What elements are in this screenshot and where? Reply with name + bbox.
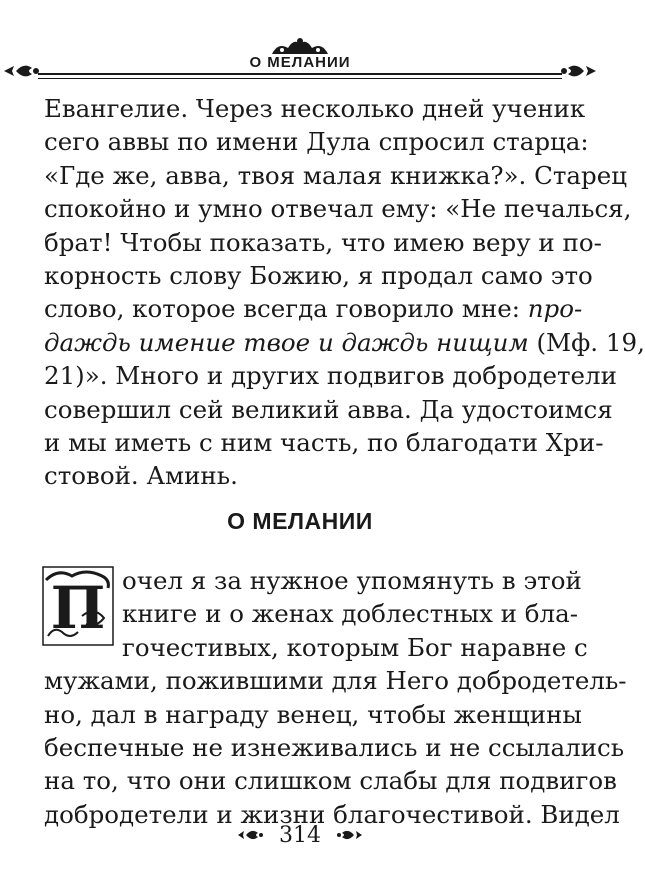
page-footer (0, 822, 600, 848)
text-line: стовой. Аминь. (44, 461, 238, 491)
dropcap-letter: П (50, 574, 106, 642)
text-line: но, дал в награду венец, чтобы женщины (44, 699, 582, 729)
section-title: О МЕЛАНИИ (227, 508, 373, 534)
header-rule-thin (38, 78, 562, 79)
text-line-mixed (44, 292, 583, 325)
text-line: гочестивых, которым Бог наравне с (122, 632, 588, 662)
footer-right-ornament-icon (336, 827, 364, 843)
text-line-mixed (44, 326, 645, 359)
text-normal: (Мф. 19, (528, 327, 645, 357)
text-line: беспечные не изнеживались и не ссылались (44, 733, 625, 763)
paragraph-continued (44, 92, 645, 493)
page-number: 314 (279, 822, 321, 848)
text-line: на то, что они слишком слабы для подвигов (44, 766, 617, 796)
text-line: очел я за нужное упомянуть в этой (122, 566, 582, 595)
text-line: брат! Чтобы показать, что имею веру и по- (44, 227, 602, 257)
text-line: Евангелие. Через несколько дней ученик (44, 94, 586, 123)
text-line: совершил сей великий авва. Да удостоимся (44, 394, 613, 424)
text-line: мужами, пожившими для Него добродетель- (44, 666, 627, 696)
text-line: книге и о женах доблестных и бла- (122, 599, 579, 629)
text-line: 21)». Много и других подвигов добродетели (44, 361, 617, 391)
text-line: добродетели и жизни благочестивой. Видел (44, 799, 620, 829)
text-line: и мы иметь с ним часть, по благодати Хри- (44, 428, 604, 458)
text-normal: слово, которое всегда говорило мне: (44, 294, 528, 324)
scripture-quote: даждь имение твое и даждь нищим (44, 327, 529, 357)
section-paragraph (44, 564, 627, 831)
text-line: спокойно и умно отвечал ему: «Не печалься, (44, 194, 632, 224)
text-line: корность слову Божию, я продал само это (44, 261, 593, 291)
text-line: сего аввы по имени Дула спросил старца: (44, 127, 589, 157)
header-rule (38, 73, 562, 75)
text-line: «Где же, авва, твоя малая книжка?». Старец (44, 160, 627, 190)
scripture-quote: про- (527, 294, 583, 324)
running-head: О МЕЛАНИИ (249, 54, 351, 71)
footer-left-ornament-icon (236, 827, 264, 843)
